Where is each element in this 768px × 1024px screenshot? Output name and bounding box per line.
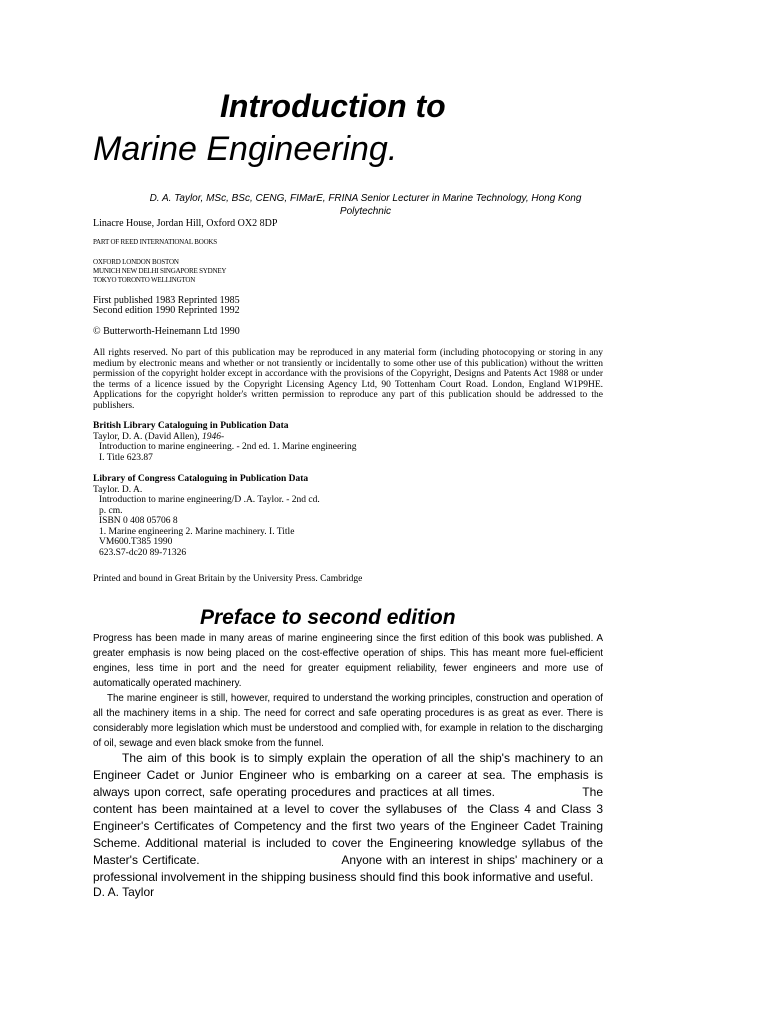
library-congress-heading: Library of Congress Cataloguing in Publication Data bbox=[93, 474, 309, 484]
british-library-heading: British Library Cataloguing in Publication Data bbox=[93, 421, 289, 431]
edition-line: First published 1983 Reprinted 1985 bbox=[93, 295, 240, 306]
library-congress-author: Taylor. D. A. bbox=[93, 484, 143, 495]
library-congress-line: VM600.T385 1990 bbox=[99, 537, 173, 547]
title-line-2: Marine Engineering. bbox=[93, 130, 398, 168]
british-library-line: Introduction to marine engineering. - 2nd ed. 1. Marine engineering bbox=[99, 442, 357, 452]
library-congress-line: ISBN 0 408 05706 8 bbox=[99, 516, 178, 526]
rights-notice: All rights reserved. No part of this publication may be reproduced in any material form (including photocopying or storing in any medium by electronic means and whether or not transiently or incidentally to some other use of this publication) without the written permission of the copyright holder except in accordance with the provisions of the Copyright, Designs and Patents Act 1988 or under the terms of a licence issued by the Copyright Licensing Agency Ltd, 90 Tottenham Court Road. London, England W1P9HE. Applications for the copyright holder's written permission to reproduce any part of this publication should be addressed to the publishers. bbox=[93, 348, 603, 411]
cities-list bbox=[93, 258, 603, 285]
british-library-block bbox=[93, 421, 603, 463]
preface-paragraph-1: Progress has been made in many areas of marine engineering since the first edition of this book was published. A greater emphasis is now being placed on the cost-effective operation of ships. This has meant more fuel-efficient engines, less time in port and the need for greater equipment reliability, fewer engineers and more use of automatically operated machinery. bbox=[93, 633, 603, 689]
preface-signature: D. A. Taylor bbox=[93, 885, 155, 899]
title-line-1: Introduction to bbox=[220, 88, 446, 124]
preface-paragraph-3: The aim of this book is to simply explain the operation of all the ship's machinery to an Engineer Cadet or Junior Engineer who is embarking on a career at sea. The emphasis is always upon correct, safe operating procedures and practices at all times. The content has been maintained at a level to cover the syllabuses of the Class 4 and Class 3 Engineer's Certificates of Competency and the first two years of the Engineer Cadet Training Scheme. Additional material is included to cover the Engineering knowledge syllabus of the Master's Certificate. Anyone with an interest in ships' machinery or a professional involvement in the shipping business should find this book informative and useful. bbox=[93, 751, 607, 884]
library-congress-line: Introduction to marine engineering/D .A. Taylor. - 2nd cd. bbox=[99, 495, 320, 505]
city-line: MUNICH NEW DELHI SINGAPORE SYDNEY bbox=[93, 267, 227, 275]
edition-line: Second edition 1990 Reprinted 1992 bbox=[93, 305, 240, 316]
publisher-group: PART OF REED INTERNATIONAL BOOKS bbox=[93, 238, 217, 246]
library-congress-line: 623.S7-dc20 89-71326 bbox=[99, 547, 187, 558]
city-line: OXFORD LONDON BOSTON bbox=[93, 258, 179, 266]
city-line: TOKYO TORONTO WELLINGTON bbox=[93, 276, 196, 284]
preface-paragraph-2: The marine engineer is still, however, required to understand the working principles, construction and operation of all the machinery items in a ship. The need for correct and safe operating procedures is as great as ever. There is considerably more legislation which must be understood and complied with, for example in relation to the discharging of oil, sewage and even black smoke from the funnel. bbox=[93, 693, 603, 749]
author-line: D. A. Taylor, MSc, BSc, CENG, FIMarE, FRINA Senior Lecturer in Marine Technology, Hong Kong Polytechnic bbox=[149, 193, 582, 217]
copyright: © Butterworth-Heinemann Ltd 1990 bbox=[93, 326, 240, 337]
publisher-address: Linacre House, Jordan Hill, Oxford OX2 8DP bbox=[93, 218, 278, 229]
preface-title: Preface to second edition bbox=[200, 606, 456, 629]
library-congress-block bbox=[93, 474, 603, 558]
printed-line: Printed and bound in Great Britain by the University Press. Cambridge bbox=[93, 574, 363, 584]
british-library-author: Taylor, D. A. (David Allen), 1946- bbox=[93, 431, 225, 442]
editions bbox=[93, 296, 603, 316]
library-congress-line: p. cm. bbox=[99, 505, 123, 516]
library-congress-line: 1. Marine engineering 2. Marine machinery. I. Title bbox=[99, 526, 295, 537]
british-library-line: I. Title 623.87 bbox=[99, 452, 153, 463]
